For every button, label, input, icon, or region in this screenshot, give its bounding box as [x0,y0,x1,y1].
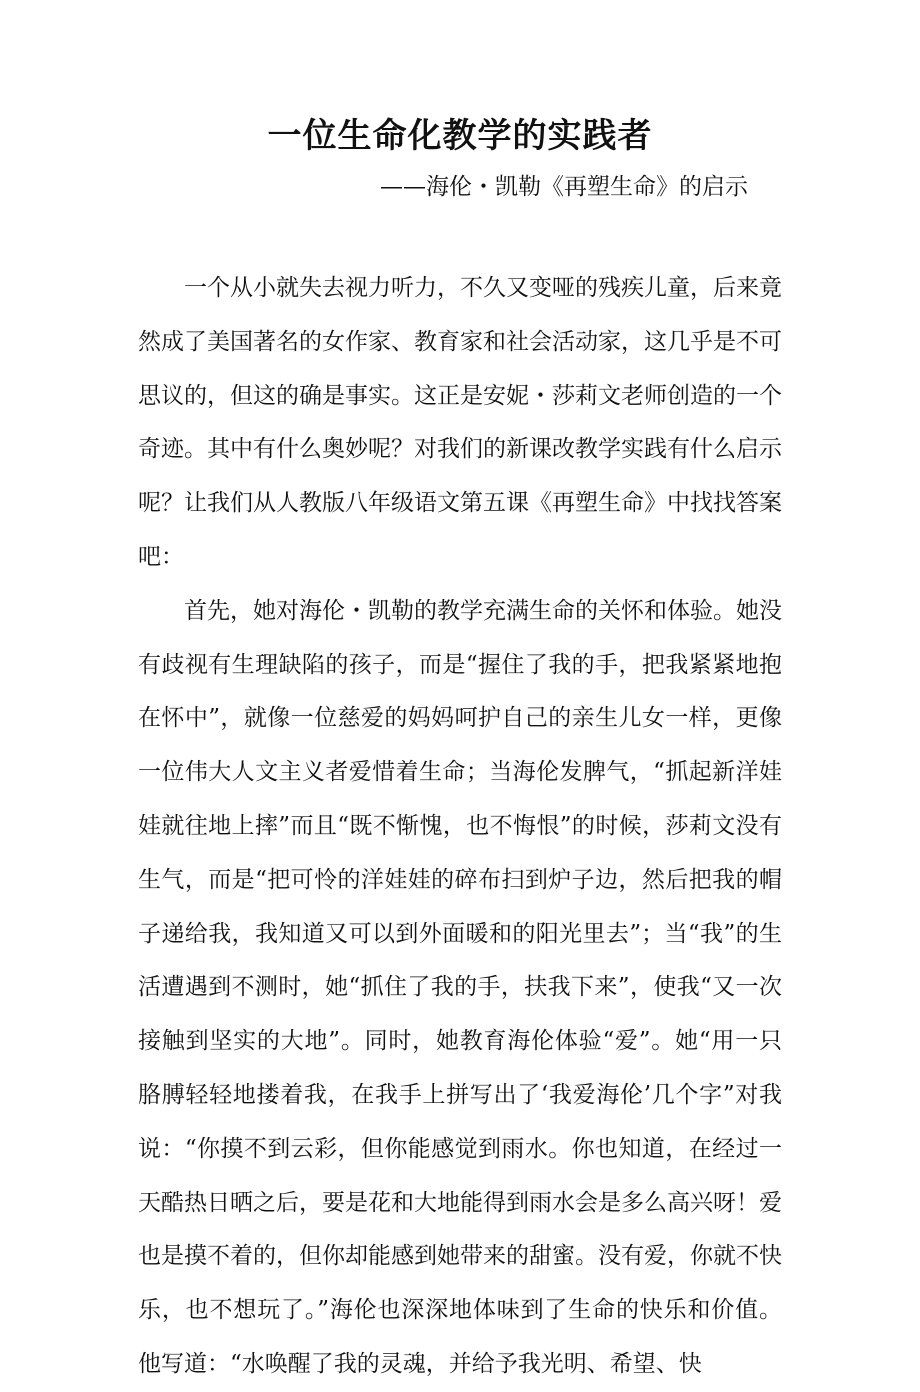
document-body [138,262,782,1392]
paragraph: 首先，她对海伦・凯勒的教学充满生命的关怀和体验。她没有歧视有生理缺陷的孩子，而是“握住了我的手，把我紧紧地抱在怀中”，就像一位慈爱的妈妈呵护自己的亲生儿女一样，更像一位伟大人文主义者爱惜着生命；当海伦发脾气，“抓起新洋娃娃就往地上摔”而且“既不惭愧，也不悔恨”的时候，莎莉文没有生气，而是“把可怜的洋娃娃的碎布扫到炉子边，然后把我的帽子递给我，我知道又可以到外面暖和的阳光里去”；当“我”的生活遭遇到不测时，她“抓住了我的手，扶我下来”，使我“又一次接触到坚实的大地”。同时，她教育海伦体验“爱”。她“用一只胳膊轻轻地搂着我，在我手上拼写出了‘我爱海伦’几个字”对我说：“你摸不到云彩，但你能感觉到雨水。你也知道，在经过一天酷热日晒之后，要是花和大地能得到雨水会是多么高兴呀！爱也是摸不着的，但你却能感到她带来的甜蜜。没有爱，你就不快乐，也不想玩了。”海伦也深深地体味到了生命的快乐和价值。他写道：“水唤醒了我的灵魂，并给予我光明、希望、快 [138,597,782,1377]
document-title: 一位生命化教学的实践者 [267,116,653,156]
paragraph: 一个从小就失去视力听力，不久又变哑的残疾儿童，后来竟然成了美国著名的女作家、教育家和社会活动家，这几乎是不可思议的，但这的确是事实。这正是安妮・莎莉文老师创造的一个奇迹。其中有什么奥妙呢？对我们的新课改教学实践有什么启示呢？让我们从人教版八年级语文第五课《再塑生命》中找找答案吧： [138,275,782,570]
document-subtitle: ——海伦・凯勒《再塑生命》的启示 [380,174,748,200]
